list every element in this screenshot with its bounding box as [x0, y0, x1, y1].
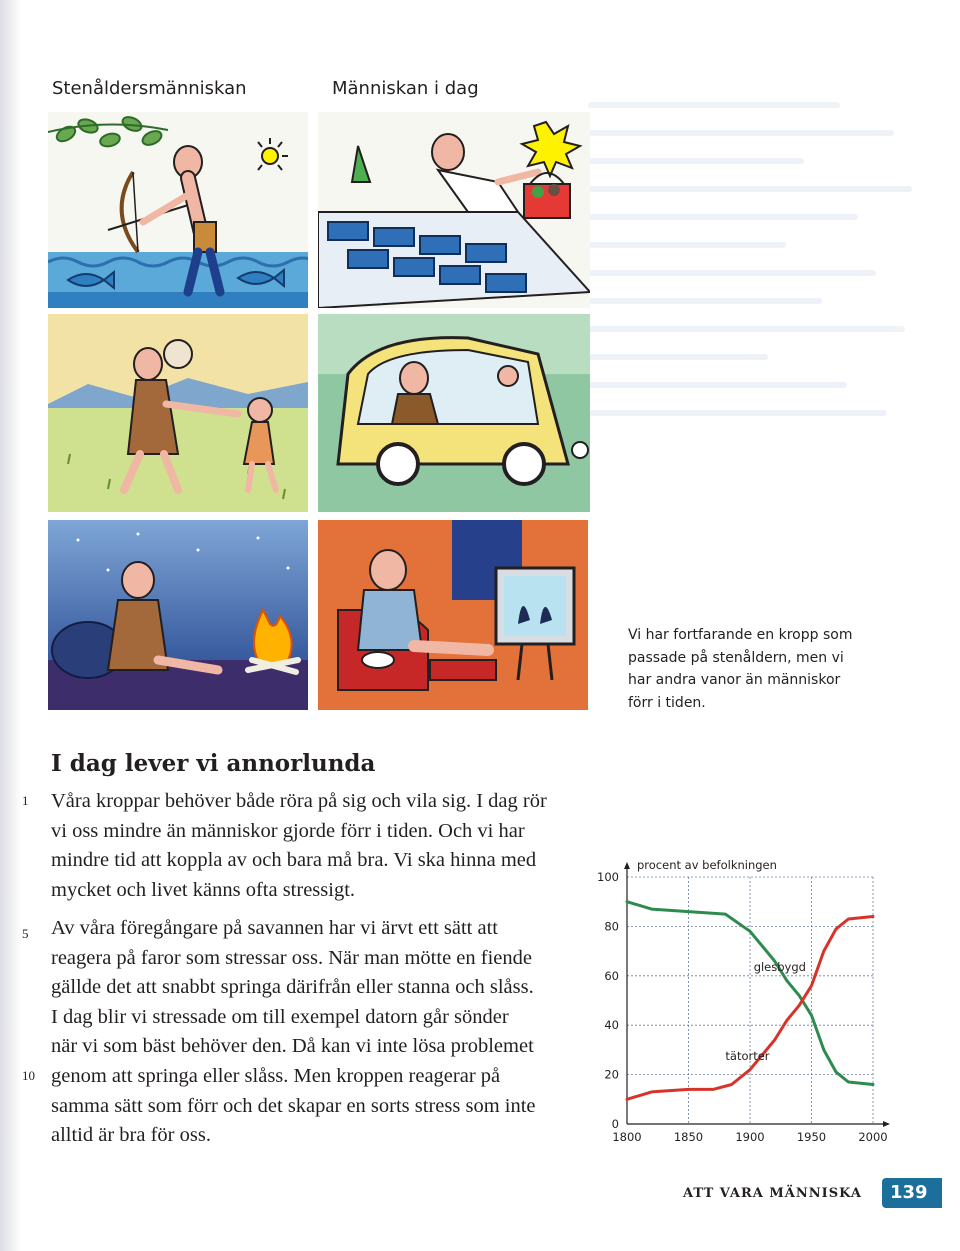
- y-axis-arrow: [624, 862, 630, 869]
- caption-line: förr i tiden.: [628, 694, 706, 711]
- illustration-modern-tv: [318, 520, 588, 710]
- series-label: tätorter: [725, 1048, 770, 1063]
- page-number-badge: 139: [882, 1178, 942, 1208]
- y-tick-label: 0: [611, 1117, 619, 1131]
- population-line-chart: [590, 852, 910, 1152]
- line-number: 10: [22, 1068, 35, 1083]
- illustration-stone-age-campfire: [48, 520, 308, 710]
- line-number: 5: [22, 926, 29, 941]
- y-tick-label: 40: [604, 1018, 619, 1033]
- text-line: vi oss mindre än människor gjorde förr i tiden. Och vi har: [51, 819, 525, 842]
- section-heading: I dag lever vi annorlunda: [51, 750, 376, 777]
- illustration-caption: [628, 624, 928, 714]
- x-tick-label: 1950: [796, 1130, 827, 1144]
- text-line: mycket och livet känns ofta stressigt.: [51, 878, 356, 901]
- caption-line: har andra vanor än människor: [628, 672, 841, 688]
- paragraph-1: [51, 787, 591, 905]
- stone-age-label: Stenåldersmänniskan: [52, 78, 247, 99]
- line-number: 1: [22, 793, 29, 808]
- text-line: samma sätt som förr och det skapar en sorts stress som inte: [51, 1094, 536, 1117]
- footer-chapter-title: ATT VARA MÄNNISKA: [683, 1186, 862, 1201]
- text-line: när vi som bäst behöver den. Då kan vi inte lösa problemet: [51, 1035, 534, 1058]
- text-line: mindre tid att koppla av och bara må bra. Vi ska hinna med: [51, 849, 537, 872]
- book-spine-shadow: [0, 0, 22, 1251]
- illustration-modern-shopping: [318, 112, 590, 308]
- caption-line: passade på stenåldern, men vi: [628, 649, 844, 666]
- text-line: Våra kroppar behöver både röra på sig och vila sig. I dag rör: [51, 790, 547, 812]
- series-label: glesbygd: [753, 959, 806, 974]
- illustration-stone-age-walking: [48, 314, 308, 512]
- text-line: genom att springa eller slåss. Men kroppen reagerar på: [51, 1064, 501, 1087]
- y-tick-label: 100: [597, 870, 619, 884]
- paragraph-2: [51, 914, 591, 1151]
- x-axis-arrow: [883, 1121, 890, 1127]
- x-tick-label: 1900: [735, 1130, 765, 1144]
- y-tick-label: 60: [604, 968, 619, 983]
- text-line: reagera på faror som stressar oss. När man mötte en fiende: [51, 946, 532, 969]
- y-axis-label: procent av befolkningen: [637, 858, 777, 872]
- caption-line: Vi har fortfarande en kropp som: [628, 627, 853, 643]
- illustration-stone-age-hunting: [48, 112, 308, 308]
- text-line: Av våra föregångare på savannen har vi ärvt ett sätt att: [51, 917, 498, 939]
- today-label: Människan i dag: [332, 78, 479, 99]
- y-tick-label: 80: [604, 919, 619, 934]
- y-tick-label: 20: [604, 1067, 619, 1082]
- x-tick-label: 1850: [673, 1130, 704, 1144]
- text-line: I dag blir vi stressade om till exempel datorn går sönder: [51, 1005, 509, 1028]
- text-line: gällde det att snabbt springa därifrån eller stanna och slåss.: [51, 976, 534, 999]
- illustration-modern-driving: [318, 314, 590, 512]
- x-tick-label: 1800: [612, 1130, 642, 1144]
- x-tick-label: 2000: [858, 1130, 888, 1144]
- text-line: alltid är bra för oss.: [51, 1124, 211, 1147]
